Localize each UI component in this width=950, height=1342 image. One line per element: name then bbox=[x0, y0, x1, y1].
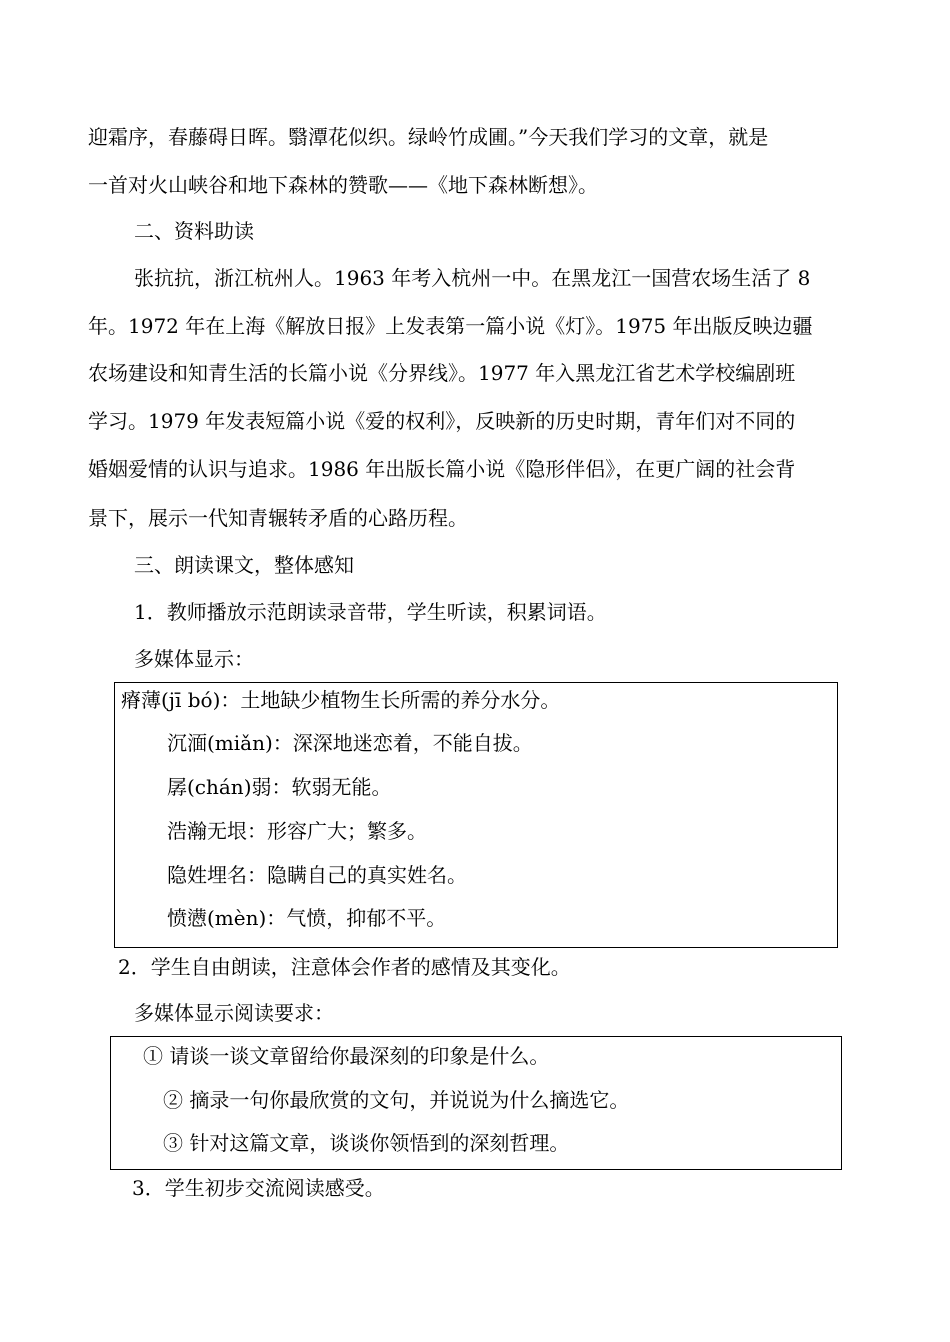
step-3: 3．学生初步交流阅读感受。 bbox=[132, 1176, 385, 1200]
bio-line-5: 婚姻爱情的认识与追求。1986 年出版长篇小说《隐形伴侣》，在更广阔的社会背 bbox=[88, 457, 796, 481]
bio-line-1: 张抗抗，浙江杭州人。1963 年考入杭州一中。在黑龙江一国营农场生活了 8 bbox=[134, 266, 811, 290]
section-heading-reference: 二、资料助读 bbox=[134, 219, 254, 243]
vocab-item: 孱(chán)弱：软弱无能。 bbox=[167, 775, 392, 799]
intro-line-2: 一首对火山峡谷和地下森林的赞歌——《地下森林断想》。 bbox=[88, 173, 598, 197]
requirement-item: ② 摘录一句你最欣赏的文句，并说说为什么摘选它。 bbox=[163, 1088, 630, 1112]
step-1: 1．教师播放示范朗读录音带，学生听读，积累词语。 bbox=[134, 600, 607, 624]
bio-line-4: 学习。1979 年发表短篇小说《爱的权利》，反映新的历史时期，青年们对不同的 bbox=[88, 409, 796, 433]
intro-line-1: 迎霜序，春藤碍日晖。翳潭花似织。绿岭竹成圃。”今天我们学习的文章，就是 bbox=[88, 125, 769, 149]
bio-line-6: 景下，展示一代知青辗转矛盾的心路历程。 bbox=[88, 506, 468, 530]
section-heading-reading: 三、朗读课文，整体感知 bbox=[134, 553, 354, 577]
step-2: 2．学生自由朗读，注意体会作者的感情及其变化。 bbox=[118, 955, 571, 979]
vocab-item: 瘠薄(jī bó)：土地缺少植物生长所需的养分水分。 bbox=[121, 688, 561, 712]
vocab-item: 浩瀚无垠：形容广大；繁多。 bbox=[167, 819, 427, 843]
multimedia-label-2: 多媒体显示阅读要求： bbox=[134, 1001, 334, 1025]
requirement-item: ① 请谈一谈文章留给你最深刻的印象是什么。 bbox=[143, 1044, 550, 1068]
bio-line-2: 年。1972 年在上海《解放日报》上发表第一篇小说《灯》。1975 年出版反映边疆 bbox=[88, 314, 813, 338]
bio-line-3: 农场建设和知青生活的长篇小说《分界线》。1977 年入黑龙江省艺术学校编剧班 bbox=[88, 361, 796, 385]
multimedia-label-1: 多媒体显示： bbox=[134, 647, 254, 671]
vocab-item: 愤懑(mèn)：气愤，抑郁不平。 bbox=[167, 906, 447, 930]
vocab-item: 沉湎(miǎn)：深深地迷恋着，不能自拔。 bbox=[167, 731, 533, 755]
vocab-item: 隐姓埋名：隐瞒自己的真实姓名。 bbox=[167, 863, 467, 887]
requirement-item: ③ 针对这篇文章，谈谈你领悟到的深刻哲理。 bbox=[163, 1131, 570, 1155]
requirements-box bbox=[110, 1036, 842, 1170]
vocabulary-box bbox=[114, 682, 838, 948]
